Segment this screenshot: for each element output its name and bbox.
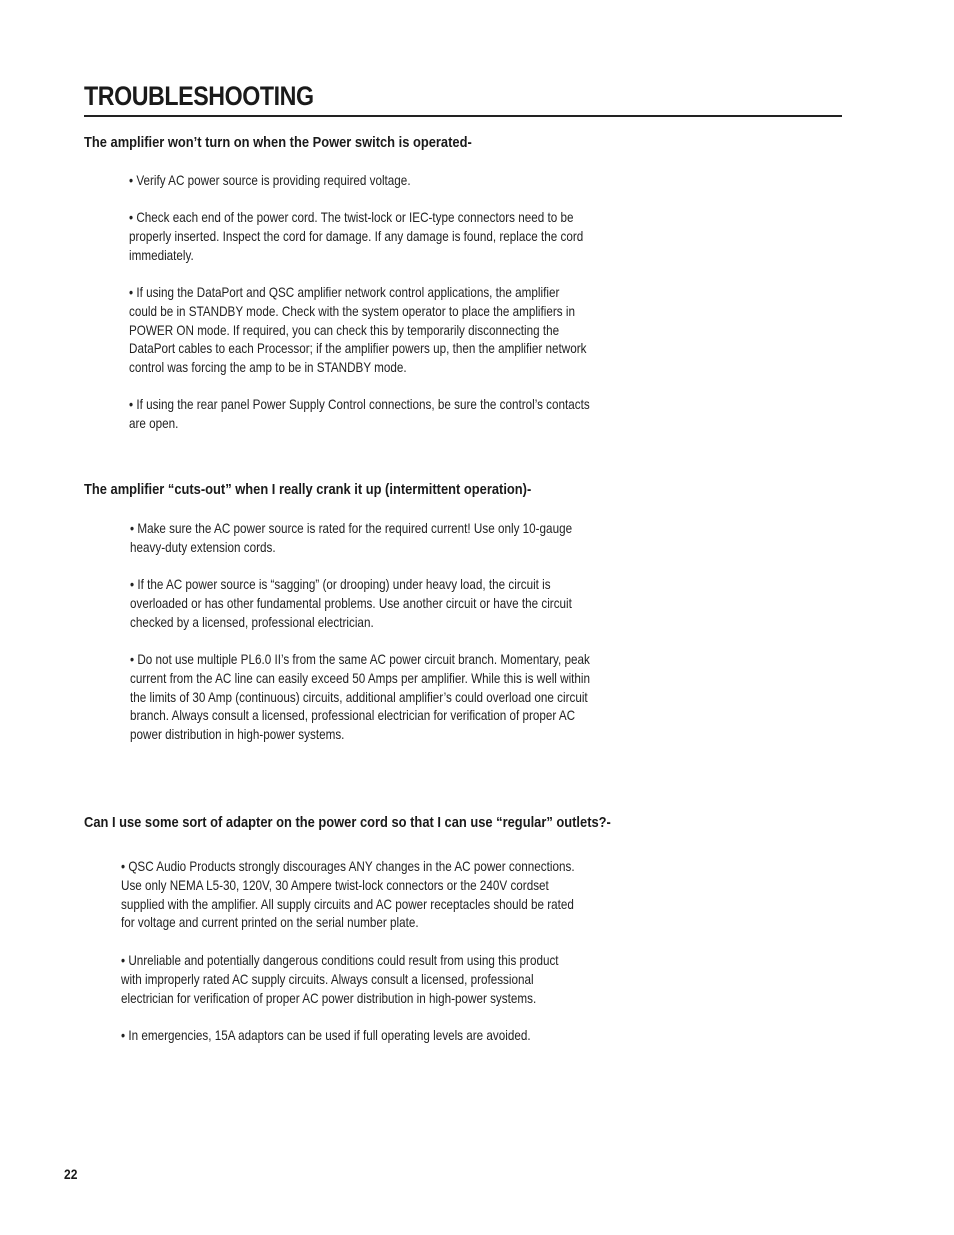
paragraph: • QSC Audio Products strongly discourages ANY changes in the AC power connections. Use only NEMA L5-30, 120V, 30 Ampere twist-lock connectors or the 240V cordset supplied with the amplifier. All supply circuits and AC power receptacles should be rated for voltage and current printed on the serial number plate.	[121, 859, 575, 931]
paragraph: • Do not use multiple PL6.0 II’s from the same AC power circuit branch. Momentary, peak current from the AC line can easily exceed 50 Amps per amplifier. While this is well within the limits of 30 Amp (continuous) circuits, additional amplifier’s could overload one circuit branch. Always consult a licensed, professional electrician for verification of proper AC power distribution in high-power systems.	[130, 652, 591, 743]
paragraph: • In emergencies, 15A adaptors can be used if full operating levels are avoided.	[121, 1028, 531, 1043]
page-title: TROUBLESHOOTING	[84, 81, 314, 111]
paragraph: • If the AC power source is “sagging” (or drooping) under heavy load, the circuit is overloaded or has other fundamental problems. Use another circuit or have the circuit checked by a licensed, professional electrician.	[130, 577, 572, 630]
section-heading-power-switch: The amplifier won’t turn on when the Power switch is operated-	[84, 134, 472, 151]
page-number: 22	[64, 1166, 78, 1182]
paragraph: • Verify AC power source is providing required voltage.	[129, 173, 411, 188]
paragraph: • Unreliable and potentially dangerous conditions could result from using this product with improperly rated AC supply circuits. Always consult a licensed, professional electrician for verification of proper AC power distribution in high-power systems.	[121, 953, 559, 1006]
paragraph: • If using the rear panel Power Supply Control connections, be sure the control’s contacts are open.	[129, 397, 590, 431]
title-divider	[84, 115, 842, 117]
paragraph: • If using the DataPort and QSC amplifier network control applications, the amplifier could be in STANDBY mode. Check with the system operator to place the amplifiers in POWER ON mode. If required, you can check this by temporarily disconnecting the DataPort cables to each Processor; if the amplifier powers up, then the amplifier network control was forcing the amp to be in STANDBY mode.	[129, 285, 587, 376]
paragraph: • Check each end of the power cord. The twist-lock or IEC-type connectors need to be properly inserted. Inspect the cord for damage. If any damage is found, replace the cord immediately.	[129, 210, 584, 263]
section-heading-adapter: Can I use some sort of adapter on the power cord so that I can use “regular” outlets?-	[84, 814, 611, 831]
paragraph: • Make sure the AC power source is rated for the required current! Use only 10-gauge heavy-duty extension cords.	[130, 521, 573, 555]
section-heading-cuts-out: The amplifier “cuts-out” when I really crank it up (intermittent operation)-	[84, 481, 532, 498]
